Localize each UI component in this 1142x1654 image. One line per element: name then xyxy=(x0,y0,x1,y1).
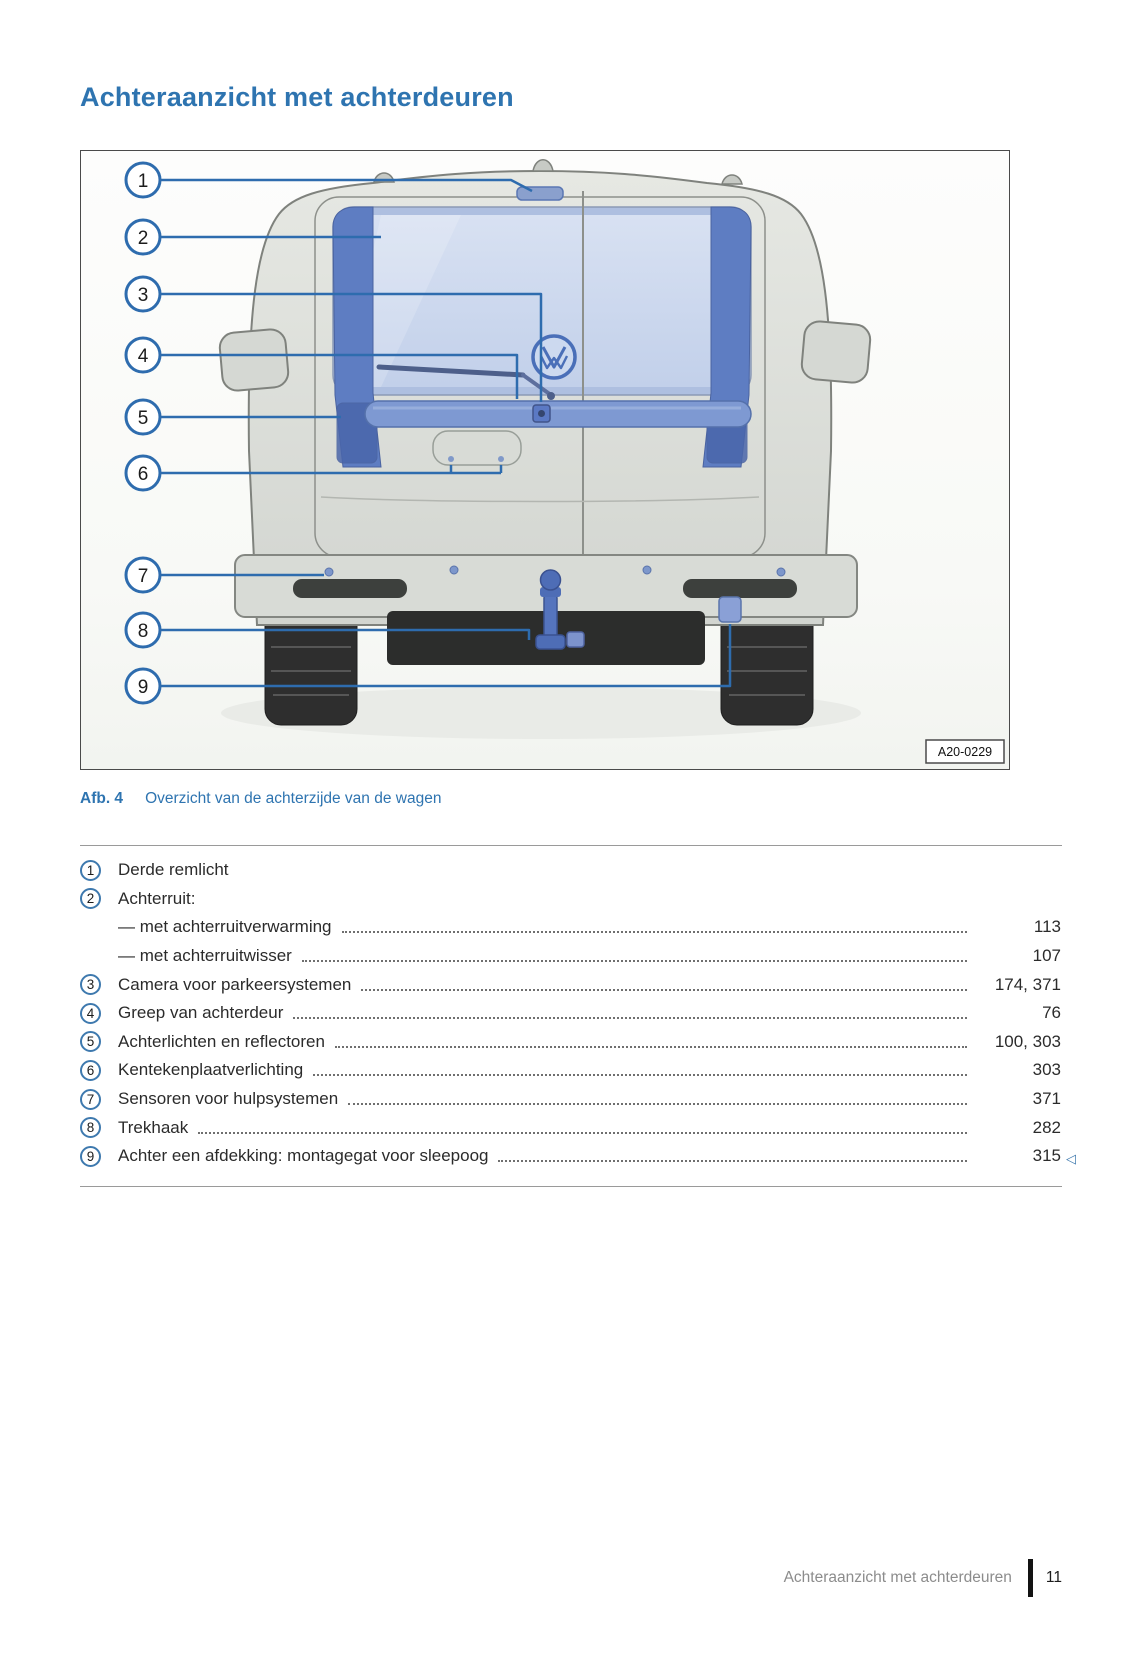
dotted-leader xyxy=(348,1103,967,1105)
tailgate-handle-strip xyxy=(365,401,751,427)
legend-number-badge: 9 xyxy=(80,1146,101,1167)
callout-marker xyxy=(126,163,160,197)
legend-badge-wrap xyxy=(80,1003,118,1024)
legend-number-badge: 8 xyxy=(80,1117,101,1138)
callout-marker xyxy=(126,669,160,703)
legend-item xyxy=(80,885,1080,914)
legend-list xyxy=(80,856,1080,1171)
legend-item xyxy=(80,999,1080,1028)
page-footer xyxy=(784,1558,1062,1598)
legend-badge-wrap xyxy=(80,1146,118,1167)
legend-number-badge: 1 xyxy=(80,860,101,881)
license-plate-light xyxy=(498,456,504,462)
svg-text:7: 7 xyxy=(137,566,149,587)
legend-number-badge: 6 xyxy=(80,1060,101,1081)
legend-badge-wrap xyxy=(80,888,118,909)
svg-text:4: 4 xyxy=(137,346,149,367)
legend-page-ref: 107 xyxy=(1032,946,1061,966)
legend-label: Sensoren voor hulpsystemen xyxy=(118,1089,339,1109)
callout-marker xyxy=(126,400,160,434)
divider-top xyxy=(80,845,1062,846)
license-plate-recess xyxy=(433,431,521,465)
legend-item xyxy=(80,913,1080,942)
legend-number-badge: 5 xyxy=(80,1031,101,1052)
callout-marker xyxy=(126,613,160,647)
legend-label: Derde remlicht xyxy=(118,860,229,880)
legend-badge-wrap xyxy=(80,860,118,881)
legend-item xyxy=(80,1113,1080,1142)
dotted-leader xyxy=(335,1046,967,1048)
legend-page-ref: 174, 371 xyxy=(994,974,1061,994)
van-rear-illustration xyxy=(81,151,1009,769)
legend-item xyxy=(80,856,1080,885)
legend-page-ref: 315 xyxy=(1032,1146,1061,1166)
svg-text:9: 9 xyxy=(137,677,149,698)
legend-label: Camera voor parkeersystemen xyxy=(118,974,352,994)
legend-item xyxy=(80,1056,1080,1085)
svg-text:1: 1 xyxy=(137,171,149,192)
legend-badge-wrap xyxy=(80,1089,118,1110)
legend-label: — met achterruitwisser xyxy=(118,946,292,966)
figure-caption xyxy=(80,790,441,808)
svg-text:2: 2 xyxy=(137,228,149,249)
legend-page-ref: 371 xyxy=(1032,1089,1061,1109)
callout-marker xyxy=(126,456,160,490)
footer-divider-bar xyxy=(1028,1559,1033,1597)
vw-logo-icon xyxy=(533,336,575,378)
footer-page-number: 11 xyxy=(1045,1569,1062,1586)
legend-number-badge: 3 xyxy=(80,974,101,995)
legend-page-ref: 100, 303 xyxy=(994,1031,1061,1051)
legend-badge-wrap xyxy=(80,914,118,940)
callout-marker xyxy=(126,220,160,254)
callout-marker xyxy=(126,338,160,372)
dotted-leader xyxy=(361,989,967,991)
legend-badge-wrap xyxy=(80,1031,118,1052)
figure-frame xyxy=(80,150,1010,770)
dotted-leader xyxy=(342,931,967,933)
image-code: A20-0229 xyxy=(937,745,993,759)
dotted-leader xyxy=(198,1132,967,1134)
legend-label: Achterlichten en reflectoren xyxy=(118,1031,325,1051)
callout-markers xyxy=(126,163,160,703)
image-code-box xyxy=(926,740,1004,763)
legend-number-badge: 2 xyxy=(80,888,101,909)
figure-caption-label: Afb. 4 xyxy=(80,790,124,807)
dotted-leader xyxy=(313,1074,967,1076)
legend-label: Achter een afdekking: montagegat voor sleepoog xyxy=(118,1146,489,1166)
legend-item xyxy=(80,1085,1080,1114)
legend-page-ref: 282 xyxy=(1032,1117,1061,1137)
legend-badge-wrap xyxy=(80,1117,118,1138)
legend-badge-wrap xyxy=(80,974,118,995)
legend-page-ref: 303 xyxy=(1032,1060,1061,1080)
svg-text:5: 5 xyxy=(137,408,149,429)
callout-marker xyxy=(126,277,160,311)
legend-badge-wrap xyxy=(80,1060,118,1081)
legend-item xyxy=(80,970,1080,999)
legend-item xyxy=(80,942,1080,971)
license-plate-light xyxy=(448,456,454,462)
legend-label: Kentekenplaatverlichting xyxy=(118,1060,304,1080)
dotted-leader xyxy=(302,960,967,962)
svg-text:3: 3 xyxy=(137,285,149,306)
divider-bottom xyxy=(80,1186,1062,1187)
svg-text:6: 6 xyxy=(137,464,149,485)
figure-caption-text: Overzicht van de achterzijde van de wagen xyxy=(145,790,442,807)
dotted-leader xyxy=(498,1160,967,1162)
svg-text:8: 8 xyxy=(137,621,149,642)
towing-eye-cover xyxy=(719,597,741,622)
legend-item xyxy=(80,1142,1080,1171)
legend-page-ref: 76 xyxy=(1042,1003,1061,1023)
page-content xyxy=(80,0,1076,1654)
page-title: Achteraanzicht met achterdeuren xyxy=(80,82,514,112)
legend-page-ref: 113 xyxy=(1033,917,1061,937)
legend-number-badge: 4 xyxy=(80,1003,101,1024)
footer-section-title: Achteraanzicht met achterdeuren xyxy=(783,1569,1012,1586)
parking-camera xyxy=(533,405,550,422)
legend-label: Trekhaak xyxy=(118,1117,189,1137)
legend-label: Achterruit: xyxy=(118,888,196,908)
legend-number-badge: 7 xyxy=(80,1089,101,1110)
third-brake-light xyxy=(517,187,563,200)
callout-marker xyxy=(126,558,160,592)
legend-label: Greep van achterdeur xyxy=(118,1003,284,1023)
dotted-leader xyxy=(293,1017,967,1019)
legend-item xyxy=(80,1028,1080,1057)
legend-badge-wrap xyxy=(80,943,118,969)
section-end-triangle-icon: ◁ xyxy=(1066,1151,1076,1167)
legend-label: — met achterruitverwarming xyxy=(118,917,332,937)
